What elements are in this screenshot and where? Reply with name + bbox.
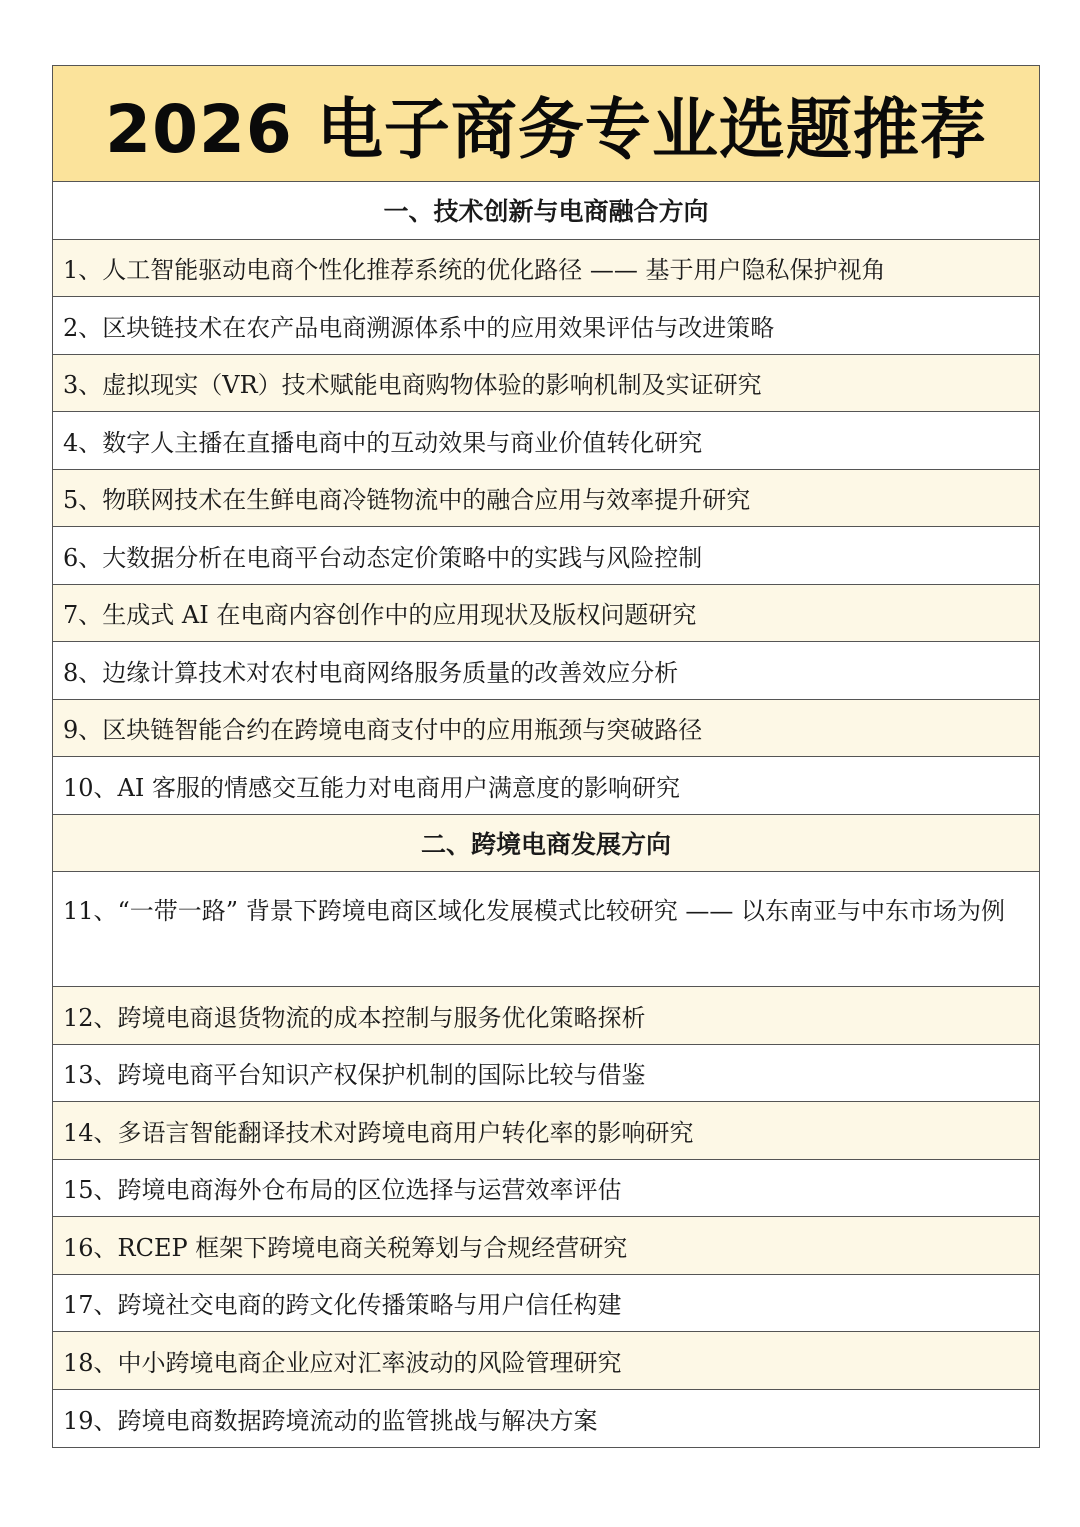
topic-item: 12、跨境电商退货物流的成本控制与服务优化策略探析 xyxy=(53,987,1039,1045)
topic-item: 13、跨境电商平台知识产权保护机制的国际比较与借鉴 xyxy=(53,1045,1039,1103)
topic-item: 10、AI 客服的情感交互能力对电商用户满意度的影响研究 xyxy=(53,757,1039,815)
topic-item: 15、跨境电商海外仓布局的区位选择与运营效率评估 xyxy=(53,1160,1039,1218)
page-title: 2026 电子商务专业选题推荐 xyxy=(53,66,1039,182)
topic-item: 3、虚拟现实（VR）技术赋能电商购物体验的影响机制及实证研究 xyxy=(53,355,1039,413)
topic-item: 18、中小跨境电商企业应对汇率波动的风险管理研究 xyxy=(53,1332,1039,1390)
topic-item: 7、生成式 AI 在电商内容创作中的应用现状及版权问题研究 xyxy=(53,585,1039,643)
section-heading-tech: 一、技术创新与电商融合方向 xyxy=(53,182,1039,240)
topic-item: 8、边缘计算技术对农村电商网络服务质量的改善效应分析 xyxy=(53,642,1039,700)
topic-item: 4、数字人主播在直播电商中的互动效果与商业价值转化研究 xyxy=(53,412,1039,470)
topic-item: 17、跨境社交电商的跨文化传播策略与用户信任构建 xyxy=(53,1275,1039,1333)
topic-item: 6、大数据分析在电商平台动态定价策略中的实践与风险控制 xyxy=(53,527,1039,585)
topic-item: 5、物联网技术在生鲜电商冷链物流中的融合应用与效率提升研究 xyxy=(53,470,1039,528)
topic-item: 19、跨境电商数据跨境流动的监管挑战与解决方案 xyxy=(53,1390,1039,1448)
topic-item: 9、区块链智能合约在跨境电商支付中的应用瓶颈与突破路径 xyxy=(53,700,1039,758)
topic-table xyxy=(52,65,1040,1448)
topic-item: 14、多语言智能翻译技术对跨境电商用户转化率的影响研究 xyxy=(53,1102,1039,1160)
topic-item: 2、区块链技术在农产品电商溯源体系中的应用效果评估与改进策略 xyxy=(53,297,1039,355)
topic-item: 11、“一带一路” 背景下跨境电商区域化发展模式比较研究 —— 以东南亚与中东市场为例 xyxy=(53,872,1039,987)
topic-item: 1、人工智能驱动电商个性化推荐系统的优化路径 —— 基于用户隐私保护视角 xyxy=(53,240,1039,298)
topic-item: 16、RCEP 框架下跨境电商关税筹划与合规经营研究 xyxy=(53,1217,1039,1275)
section-heading-crossborder: 二、跨境电商发展方向 xyxy=(53,815,1039,873)
